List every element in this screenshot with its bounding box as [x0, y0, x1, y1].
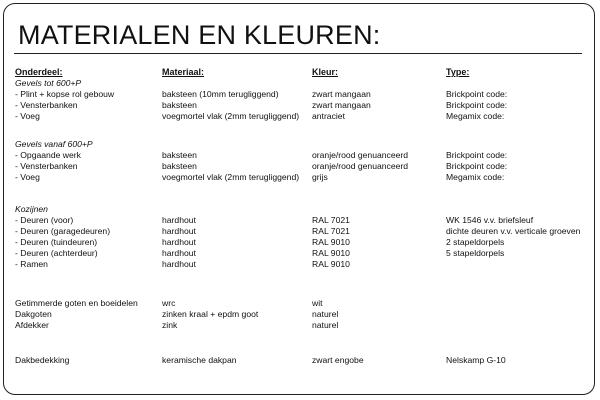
- section-heading: Gevels vanaf 600+P: [15, 139, 93, 149]
- cell-materiaal: voegmortel vlak (2mm terugliggend): [162, 111, 300, 121]
- cell-kleur: oranje/rood genuanceerd: [312, 161, 409, 171]
- cell-kleur: RAL 7021: [312, 215, 350, 225]
- header-onderdeel: Onderdeel:: [15, 67, 63, 77]
- cell-kleur: naturel: [312, 320, 339, 330]
- cell-materiaal: hardhout: [162, 259, 196, 269]
- cell-materiaal: wrc: [162, 298, 176, 308]
- cell-materiaal: keramische dakpan: [162, 355, 237, 365]
- cell-materiaal: baksteen (10mm terugliggend): [162, 89, 279, 99]
- table-row: [4, 171, 596, 183]
- cell-type: Brickpoint code:: [446, 100, 508, 110]
- section-heading: Kozijnen: [15, 204, 48, 214]
- cell-onderdeel: Afdekker: [15, 320, 49, 330]
- cell-kleur: zwart mangaan: [312, 89, 371, 99]
- cell-kleur: RAL 7021: [312, 226, 350, 236]
- cell-onderdeel: - Deuren (tuindeuren): [15, 237, 98, 247]
- cell-materiaal: hardhout: [162, 248, 196, 258]
- cell-onderdeel: Dakbedekking: [15, 355, 70, 365]
- cell-type: WK 1546 v.v. briefsleuf: [446, 215, 534, 225]
- materials-card: [3, 3, 595, 395]
- cell-kleur: grijs: [312, 172, 328, 182]
- cell-materiaal: hardhout: [162, 226, 196, 236]
- cell-onderdeel: - Opgaande werk: [15, 150, 81, 160]
- table-row: [4, 258, 596, 270]
- cell-materiaal: baksteen: [162, 161, 197, 171]
- cell-type: Megamix code:: [446, 172, 505, 182]
- cell-kleur: RAL 9010: [312, 248, 350, 258]
- cell-kleur: naturel: [312, 309, 339, 319]
- cell-materiaal: baksteen: [162, 100, 197, 110]
- cell-type: Nelskamp G-10: [446, 355, 506, 365]
- cell-onderdeel: - Deuren (achterdeur): [15, 248, 98, 258]
- cell-kleur: RAL 9010: [312, 259, 350, 269]
- cell-onderdeel: - Voeg: [15, 172, 40, 182]
- cell-onderdeel: - Voeg: [15, 111, 40, 121]
- cell-type: Megamix code:: [446, 111, 505, 121]
- page-title: MATERIALEN EN KLEUREN:: [18, 20, 381, 50]
- cell-onderdeel: - Deuren (garagedeuren): [15, 226, 111, 236]
- cell-kleur: zwart engobe: [312, 355, 364, 365]
- cell-kleur: zwart mangaan: [312, 100, 371, 110]
- cell-type: Brickpoint code:: [446, 161, 508, 171]
- cell-onderdeel: - Deuren (voor): [15, 215, 74, 225]
- table-row: [4, 110, 596, 122]
- cell-kleur: oranje/rood genuanceerd: [312, 150, 409, 160]
- title-divider: [14, 53, 582, 54]
- cell-materiaal: baksteen: [162, 150, 197, 160]
- cell-onderdeel: Getimmerde goten en boeidelen: [15, 298, 138, 308]
- cell-onderdeel: - Vensterbanken: [15, 161, 78, 171]
- cell-materiaal: zinken kraal + epdm goot: [162, 309, 259, 319]
- cell-type: dichte deuren v.v. verticale groeven: [446, 226, 581, 236]
- cell-materiaal: zink: [162, 320, 178, 330]
- cell-onderdeel: - Ramen: [15, 259, 48, 269]
- cell-onderdeel: - Vensterbanken: [15, 100, 78, 110]
- table-row: [4, 354, 596, 366]
- cell-type: 5 stapeldorpels: [446, 248, 505, 258]
- cell-kleur: antraciet: [312, 111, 345, 121]
- cell-onderdeel: Dakgoten: [15, 309, 52, 319]
- cell-type: 2 stapeldorpels: [446, 237, 505, 247]
- cell-materiaal: hardhout: [162, 237, 196, 247]
- table-row: [4, 319, 596, 331]
- cell-materiaal: voegmortel vlak (2mm terugliggend): [162, 172, 300, 182]
- header-materiaal: Materiaal:: [162, 67, 205, 77]
- section-heading: Gevels tot 600+P: [15, 78, 82, 88]
- cell-materiaal: hardhout: [162, 215, 196, 225]
- cell-type: Brickpoint code:: [446, 150, 508, 160]
- cell-onderdeel: - Plint + kopse rol gebouw: [15, 89, 115, 99]
- header-type: Type:: [446, 67, 470, 77]
- cell-type: Brickpoint code:: [446, 89, 508, 99]
- cell-kleur: wit: [312, 298, 323, 308]
- cell-kleur: RAL 9010: [312, 237, 350, 247]
- header-kleur: Kleur:: [312, 67, 339, 77]
